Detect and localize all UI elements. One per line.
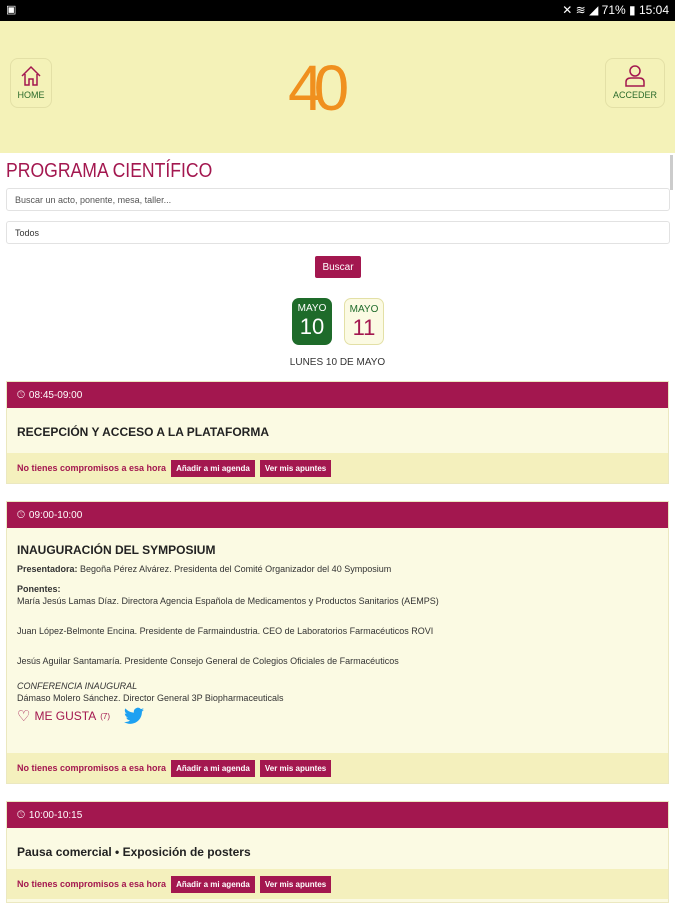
user-icon: [623, 64, 647, 88]
like-label: ME GUSTA: [34, 709, 97, 723]
heart-icon: ♡: [17, 708, 31, 725]
twitter-icon[interactable]: [124, 707, 144, 725]
date-month: MAYO: [349, 304, 379, 315]
login-label: ACCEDER: [612, 90, 657, 100]
presenter: Begoña Pérez Alvárez. Presidenta del Comité Organizador del 40 Symposium: [80, 564, 392, 574]
speakers-label: Ponentes:: [17, 584, 61, 594]
speaker: Juan López-Belmonte Encina. Presidente de Farmaindustria. CEO de Laboratorios Farmacéuticos ROVI: [17, 626, 434, 636]
session-time: 10:00-10:15: [28, 809, 83, 821]
presenter-label: Presentadora:: [17, 564, 78, 574]
view-notes-button[interactable]: Ver mis apuntes: [260, 460, 331, 477]
session-card: [6, 801, 669, 903]
status-bar: [0, 0, 675, 21]
add-to-agenda-button[interactable]: Añadir a mi agenda: [171, 460, 255, 477]
signal-icon: ✕ ≋ ◢: [562, 3, 602, 17]
date-day: 10: [299, 314, 325, 339]
home-button[interactable]: [10, 58, 52, 108]
date-tab-10[interactable]: [292, 298, 332, 345]
clock-icon: 🕓︎: [17, 809, 25, 821]
login-button[interactable]: [605, 58, 665, 108]
agenda-status: No tienes compromisos a esa hora: [17, 879, 167, 889]
session-title: INAUGURACIÓN DEL SYMPOSIUM: [17, 543, 216, 557]
session-title: Pausa comercial • Exposición de posters: [17, 845, 251, 859]
app-header: [0, 21, 675, 153]
conference-speaker: Dámaso Molero Sánchez. Director General 3P Biopharmaceuticals: [17, 693, 284, 703]
battery-level: 71%: [601, 3, 626, 17]
agenda-status: No tienes compromisos a esa hora: [17, 763, 167, 773]
home-label: HOME: [17, 90, 45, 100]
category-select[interactable]: Todos: [6, 221, 670, 244]
home-icon: [19, 64, 43, 88]
logo: 40: [288, 52, 340, 124]
speaker: María Jesús Lamas Díaz. Directora Agencia Española de Medicamentos y Productos Sanitarios (AEMPS): [17, 596, 439, 606]
session-title: RECEPCIÓN Y ACCESO A LA PLATAFORMA: [17, 425, 270, 439]
clock-icon: 🕓︎: [17, 389, 25, 401]
session-time: 08:45-09:00: [28, 389, 83, 401]
agenda-status: No tienes compromisos a esa hora: [17, 463, 167, 473]
selected-day-label: LUNES 10 DE MAYO: [289, 357, 386, 368]
add-to-agenda-button[interactable]: Añadir a mi agenda: [171, 760, 255, 777]
like-count: (7): [100, 711, 111, 721]
scrollbar[interactable]: [670, 155, 673, 190]
session-time: 09:00-10:00: [28, 509, 83, 521]
date-month: MAYO: [297, 303, 327, 314]
search-button[interactable]: Buscar: [315, 256, 361, 278]
session-card: [6, 381, 669, 484]
notification-icon: ▣: [6, 4, 17, 16]
conference-label: CONFERENCIA INAUGURAL: [17, 681, 138, 691]
page-title: PROGRAMA CIENTÍFICO: [6, 160, 213, 182]
battery-icon: ▮: [629, 3, 636, 17]
clock: 15:04: [638, 3, 669, 17]
date-day: 11: [352, 315, 376, 340]
search-input[interactable]: Buscar un acto, ponente, mesa, taller...: [6, 188, 670, 211]
date-tab-11[interactable]: [344, 298, 384, 345]
speaker: Jesús Aguilar Santamaría. Presidente Consejo General de Colegios Oficiales de Farmacéuticos: [17, 656, 399, 666]
session-card: [6, 501, 669, 784]
view-notes-button[interactable]: Ver mis apuntes: [260, 876, 331, 893]
clock-icon: 🕓︎: [17, 509, 25, 521]
add-to-agenda-button[interactable]: Añadir a mi agenda: [171, 876, 255, 893]
like-button[interactable]: [17, 707, 658, 725]
view-notes-button[interactable]: Ver mis apuntes: [260, 760, 331, 777]
